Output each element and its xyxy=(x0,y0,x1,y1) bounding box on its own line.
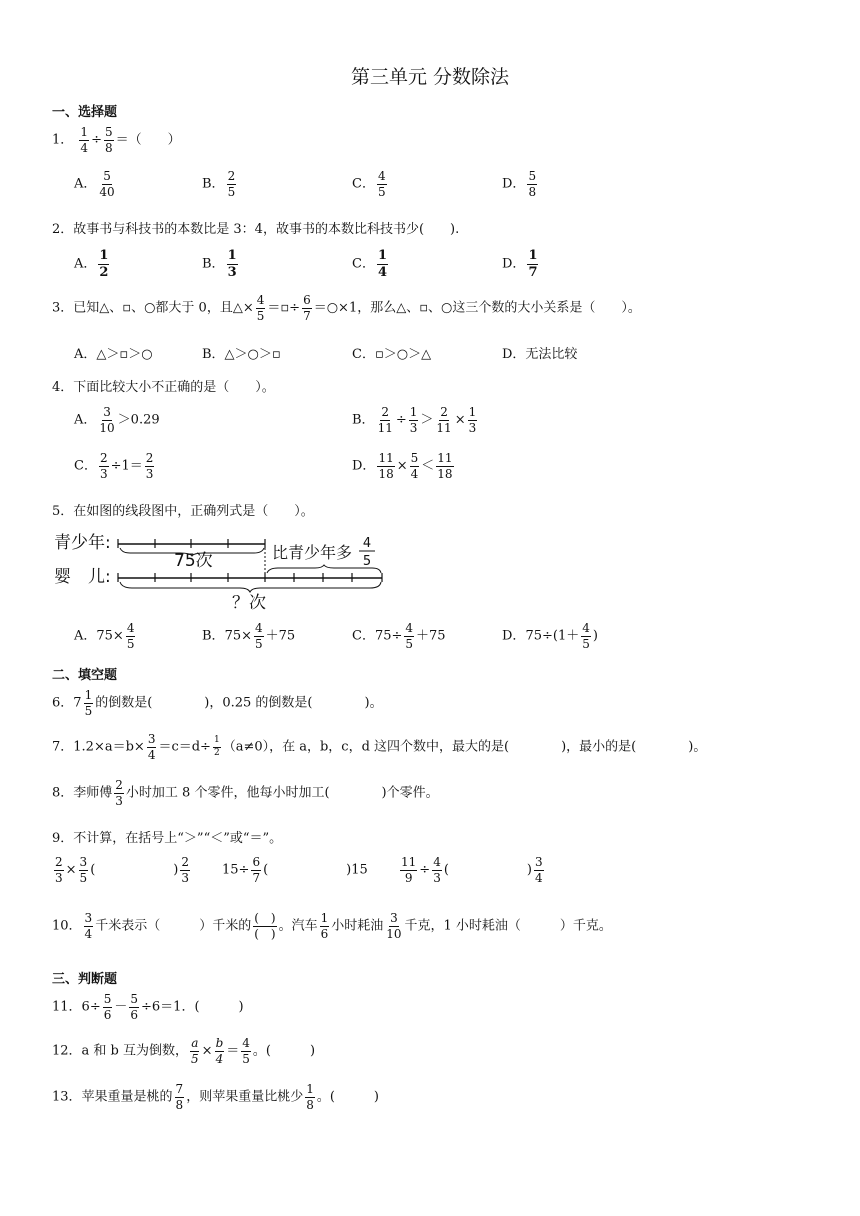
fraction: $\frac{1}{4}$ xyxy=(80,125,89,155)
option-d[interactable]: D．无法比较 xyxy=(502,347,578,362)
infant-brace xyxy=(120,582,381,592)
option-c[interactable]: C． $\frac{1}{4}$ xyxy=(352,248,387,280)
question-7: 7．1.2×a＝b× $\frac{3}{4}$ ＝c＝d÷ $\frac{1}{2}$ （a≠0），在 a，b，c，d 这四个数中，最大的是( )，最小的是( )。 xyxy=(52,732,707,762)
option-d[interactable]: D． $\frac{11}{18}$ × $\frac{5}{4}$ ＜ $\frac{11}{18}$ xyxy=(352,451,453,481)
option-b[interactable]: B．△＞○＞▫ xyxy=(202,347,281,362)
question-8: 8．李师傅 $\frac{2}{3}$ 小时加工 8 个零件，他每小时加工( )个零件。 xyxy=(52,778,439,808)
answer-blank[interactable]: ( ) xyxy=(443,862,532,878)
option-c[interactable]: C． $\frac{4}{5}$ xyxy=(352,169,386,199)
diagram-unknown-label: ？次 xyxy=(232,593,266,613)
question-11: 11．6÷ $\frac{5}{6}$ － $\frac{5}{6}$ ÷6＝1．( ) xyxy=(52,992,244,1022)
question-12: 12．a 和 b 互为倒数， $\frac{a}{5}$ × $\frac{b}{4}$ ＝ $\frac{4}{5}$ 。( ) xyxy=(52,1036,316,1066)
section-heading-choice: 一、选择题 xyxy=(52,105,118,120)
option-a[interactable]: A．75× $\frac{4}{5}$ xyxy=(74,621,135,651)
diagram-more-numerator: 4 xyxy=(362,536,372,551)
option-a[interactable]: A．△＞▫＞○ xyxy=(74,347,153,362)
diagram-count-label: 75次 xyxy=(174,551,213,571)
section-heading-judge: 三、判断题 xyxy=(52,972,118,987)
option-a[interactable]: A． $\frac{5}{40}$ xyxy=(74,169,115,199)
option-b[interactable]: B． $\frac{2}{11}$ ÷ $\frac{1}{3}$ ＞ $\frac{2}{11}$ × $\frac{1}{3}$ xyxy=(352,405,477,435)
option-d[interactable]: D． $\frac{1}{7}$ xyxy=(502,248,538,280)
diagram-more-denominator: 5 xyxy=(362,554,372,569)
section-heading-fill: 二、填空题 xyxy=(52,668,118,683)
option-a[interactable]: A． $\frac{1}{2}$ xyxy=(74,248,109,280)
option-c[interactable]: C．75÷ $\frac{4}{5}$ ＋75 xyxy=(352,621,446,651)
option-d[interactable]: D． $\frac{5}{8}$ xyxy=(502,169,537,199)
option-b[interactable]: B． $\frac{2}{5}$ xyxy=(202,169,236,199)
option-c[interactable]: C．▫＞○＞△ xyxy=(352,347,432,362)
fraction: $\frac{5}{8}$ xyxy=(104,125,113,155)
question-1: 1． $\frac{1}{4}$ ÷ $\frac{5}{8}$ ＝（ ） xyxy=(52,125,181,155)
option-c[interactable]: C． $\frac{2}{3}$ ÷1＝ $\frac{2}{3}$ xyxy=(74,451,154,481)
question-9: 9．不计算，在括号上“＞”“＜”或“＝”。 xyxy=(52,831,283,846)
page-title: 第三单元 分数除法 xyxy=(350,66,510,88)
option-d[interactable]: D．75÷(1＋ $\frac{4}{5}$ ) xyxy=(502,621,598,651)
question-2: 2．故事书与科技书的本数比是 3：4，故事书的本数比科技书少( ). xyxy=(52,222,460,237)
segment-diagram xyxy=(50,528,390,614)
diagram-infant-label: 婴 儿: xyxy=(54,567,111,587)
answer-blank[interactable]: ( ) xyxy=(90,862,179,878)
diagram-teen-label: 青少年: xyxy=(54,533,111,553)
comparison-1: $\frac{2}{3}$ × $\frac{3}{5}$ ( ) $\frac{2}{3}$ xyxy=(55,855,189,885)
option-a[interactable]: A． $\frac{3}{10}$ ＞0.29 xyxy=(74,405,160,435)
comparison-3: $\frac{11}{9}$ ÷ $\frac{4}{3}$ ( ) $\frac{3}{4}$ xyxy=(401,855,543,885)
question-13: 13．苹果重量是桃的 $\frac{7}{8}$ ，则苹果重量比桃少 $\frac{1}{8}$ 。( ) xyxy=(52,1082,379,1112)
question-4: 4．下面比较大小不正确的是（ ）。 xyxy=(52,380,275,395)
diagram-more-label: 比青少年多 xyxy=(272,543,353,562)
option-b[interactable]: B． $\frac{1}{3}$ xyxy=(202,248,237,280)
answer-blank[interactable]: ( ) xyxy=(263,862,352,878)
comparison-2: 15÷ $\frac{6}{7}$ ( )15 xyxy=(222,855,368,885)
question-number: 1． xyxy=(52,132,74,148)
option-b[interactable]: B．75× $\frac{4}{5}$ ＋75 xyxy=(202,621,296,651)
question-5: 5．在如图的线段图中，正确列式是（ ）。 xyxy=(52,504,314,519)
question-3: 3．已知△、▫、○都大于 0，且△× $\frac{4}{5}$ ＝▫÷ $\frac{6}{7}$ ＝○×1，那么△、▫、○这三个数的大小关系是（ ）。 xyxy=(52,293,641,323)
question-10: 10． $\frac{3}{4}$ 千米表示（ ）千米的 $\frac{( )}{( )}$ 。汽车 $\frac{1}{6}$ 小时耗油 $\frac{3}{10}$ 千克，1 小时耗油（ ）千克。 xyxy=(52,911,612,941)
answer-blank[interactable]: $\frac{( )}{( )}$ xyxy=(254,911,276,941)
question-6: 6．7 $\frac{1}{5}$ 的倒数是( )，0.25 的倒数是( )。 xyxy=(52,688,383,718)
